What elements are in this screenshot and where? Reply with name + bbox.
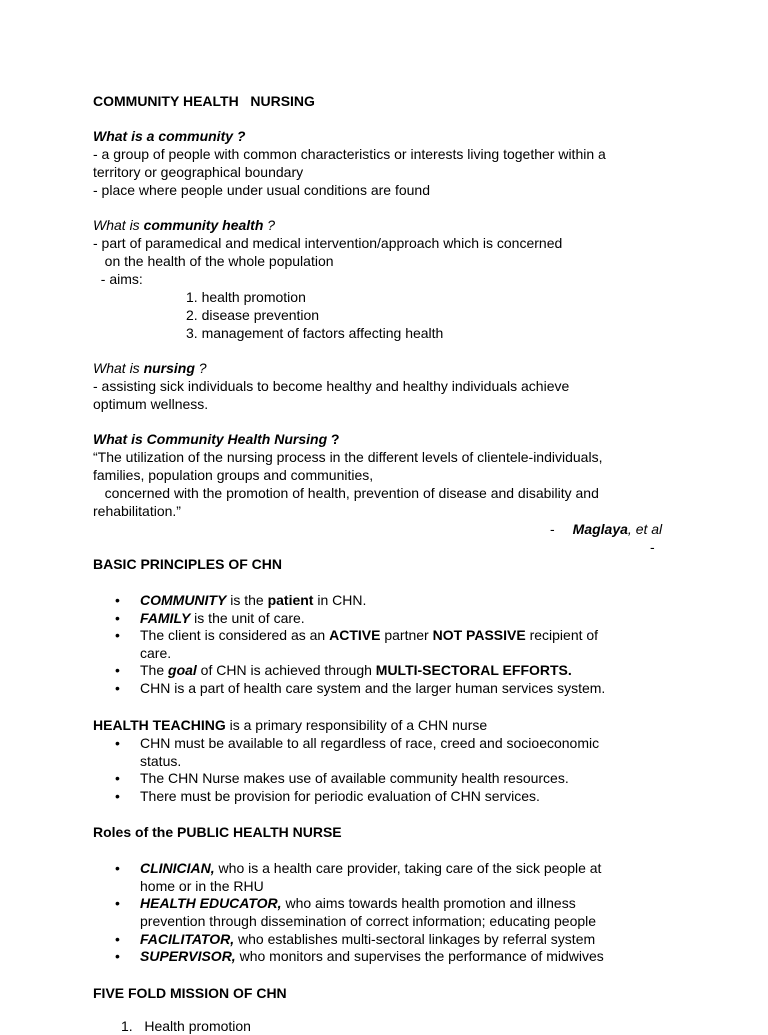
aim-item: 1. health promotion [186,289,306,305]
question-community-health: What is community health ? [93,217,276,233]
community-health-line: - part of paramedical and medical intervention/approach which is concerned [93,235,563,251]
list-item: • The CHN Nurse makes use of available community health resources. [140,770,680,788]
mission-partial-item: 1. Health promotion [121,1018,251,1034]
document-title: COMMUNITY HEALTH NURSING [93,93,315,109]
list-item: • HEALTH EDUCATOR, who aims towards health promotion and illness prevention through dissemination of correct information; educating people [140,895,680,930]
mission-heading: FIVE FOLD MISSION OF CHN [93,985,287,1001]
community-line: - place where people under usual conditions are found [93,182,431,198]
nursing-line: - assisting sick individuals to become healthy and healthy individuals achieve [93,378,570,394]
nursing-line: optimum wellness. [93,396,209,412]
list-item: • COMMUNITY is the patient in CHN. [140,592,680,610]
list-item: • CLINICIAN, who is a health care provider, taking care of the sick people at home or in the RHU [140,860,680,895]
question-community: What is a community ? [93,128,246,144]
attribution-dash: - [650,539,655,555]
list-item: • The goal of CHN is achieved through MULTI-SECTORAL EFFORTS. [140,662,680,680]
list-item: • CHN is a part of health care system and the larger human services system. [140,680,680,698]
question-nursing: What is nursing ? [93,360,207,376]
list-item: • CHN must be available to all regardless of race, creed and socioeconomic status. [140,735,680,770]
roles-heading: Roles of the PUBLIC HEALTH NURSE [93,824,342,840]
community-line: territory or geographical boundary [93,164,304,180]
community-health-line: on the health of the whole population [93,253,334,269]
community-line: - a group of people with common characteristics or interests living together within a [93,146,606,162]
aim-item: 3. management of factors affecting health [186,325,444,341]
list-item: • FAMILY is the unit of care. [140,610,680,628]
list-item: • SUPERVISOR, who monitors and supervises the performance of midwives [140,948,680,966]
principles-heading: BASIC PRINCIPLES OF CHN [93,556,283,572]
chn-quote-line: concerned with the promotion of health, prevention of disease and disability and [93,485,599,501]
chn-quote-line: “The utilization of the nursing process in the different levels of clientele-individuals, [93,449,603,465]
chn-quote-line: rehabilitation.” [93,503,181,519]
chn-quote-line: families, population groups and communities, [93,467,374,483]
list-item: • The client is considered as an ACTIVE partner NOT PASSIVE recipient of care. [140,627,680,662]
quote-attribution: - Maglaya, et al [550,521,663,537]
aim-item: 2. disease prevention [186,307,320,323]
community-health-line: - aims: [93,271,143,287]
list-item: • FACILITATOR, who establishes multi-sectoral linkages by referral system [140,931,680,949]
health-teaching-statement: HEALTH TEACHING is a primary responsibility of a CHN nurse [93,717,488,733]
list-item: • There must be provision for periodic evaluation of CHN services. [140,788,680,806]
question-chn: What is Community Health Nursing ? [93,431,340,447]
